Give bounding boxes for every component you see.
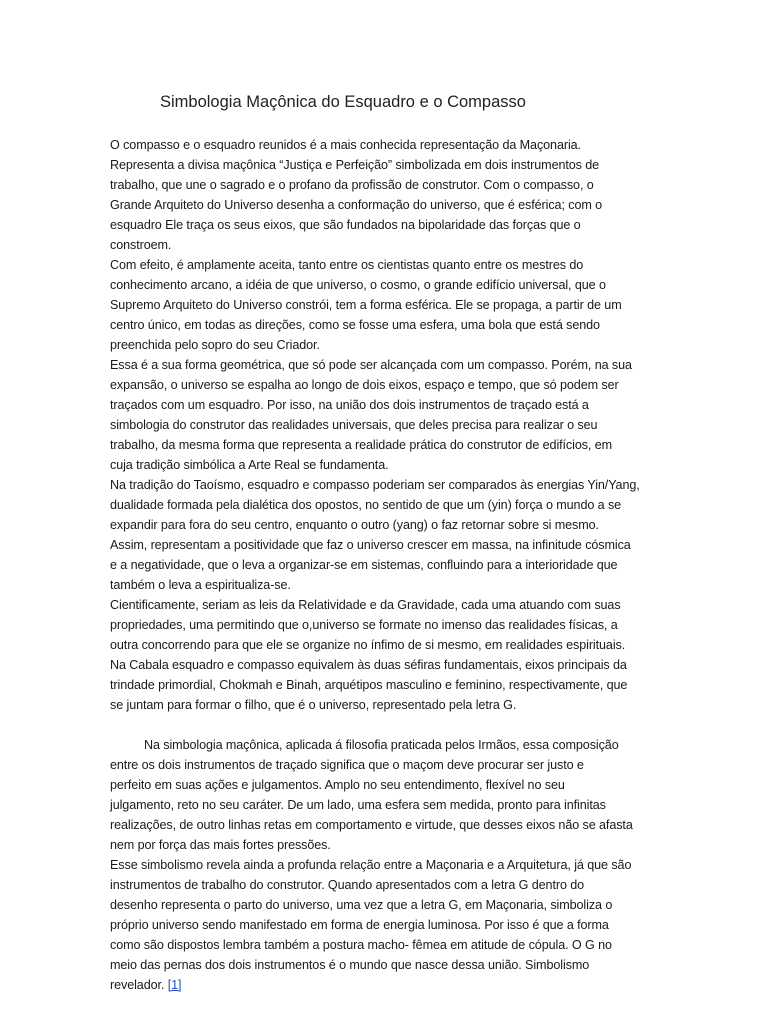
text-line: Com efeito, é amplamente aceita, tanto entre os cientistas quanto entre os mestres do (110, 258, 584, 272)
text-line: desenho representa o parto do universo, uma vez que a letra G, em Maçonaria, simboliza o (110, 898, 613, 912)
text-line: Supremo Arquiteto do Universo constrói, tem a forma esférica. Ele se propaga, a partir de um (110, 298, 622, 312)
text-line: Na tradição do Taoísmo, esquadro e compasso poderiam ser comparados às energias Yin/Yang, (110, 478, 640, 492)
text-line: perfeito em suas ações e julgamentos. Amplo no seu entendimento, flexível no seu (110, 778, 565, 792)
text-line-last (110, 975, 665, 995)
paragraph-2 (110, 735, 665, 995)
document-title: Simbologia Maçônica do Esquadro e o Compasso (160, 93, 526, 111)
text-line: simbologia do construtor das realidades universais, que deles precisa para realizar o seu (110, 418, 598, 432)
text-line: Cientificamente, seriam as leis da Relatividade e da Gravidade, cada uma atuando com suas (110, 598, 621, 612)
text-line: Esse simbolismo revela ainda a profunda relação entre a Maçonaria e a Arquitetura, já que são (110, 858, 632, 872)
text-line: outra concorrendo para que ele se organize no ínfimo de si mesmo, em realidades espirituais. (110, 638, 626, 652)
text-line: Assim, representam a positividade que faz o universo crescer em massa, na infinitude cósmica (110, 538, 631, 552)
text-line: Essa é a sua forma geométrica, que só pode ser alcançada com um compasso. Porém, na sua (110, 358, 632, 372)
text-line: se juntam para formar o filho, que é o universo, representado pela letra G. (110, 698, 517, 712)
text-line: trabalho, que une o sagrado e o profano da profissão de construtor. Com o compasso, o (110, 178, 594, 192)
paragraph-1 (110, 135, 665, 715)
text-line: traçados com um esquadro. Por isso, na união dos dois instrumentos de traçado está a (110, 398, 589, 412)
last-line-text: revelador. (110, 978, 168, 992)
text-line: como são dispostos lembra também a postura macho- fêmea em atitude de cópula. O G no (110, 938, 612, 952)
text-line: dualidade formada pela dialética dos opostos, no sentido de que um (yin) força o mundo a se (110, 498, 622, 512)
text-line: trindade primordial, Chokmah e Binah, arquétipos masculino e feminino, respectivamente, que (110, 678, 628, 692)
text-line: realizações, de outro linhas retas em comportamento e virtude, que desses eixos não se afasta (110, 818, 633, 832)
text-line: nem por força das mais fortes pressões. (110, 838, 331, 852)
text-line: entre os dois instrumentos de traçado significa que o maçom deve procurar ser justo e (110, 758, 584, 772)
document-body (110, 135, 665, 995)
text-line: também o leva a espiritualiza-se. (110, 578, 291, 592)
paragraph-gap (110, 715, 665, 735)
text-line: Na simbologia maçônica, aplicada á filosofia praticada pelos Irmãos, essa composição (110, 738, 619, 752)
text-line: Representa a divisa maçônica “Justiça e Perfeição” simbolizada em dois instrumentos de (110, 158, 600, 172)
text-line: Grande Arquiteto do Universo desenha a conformação do universo, que é esférica; com o (110, 198, 603, 212)
text-line: preenchida pelo sopro do seu Criador. (110, 338, 320, 352)
text-line: e a negatividade, que o leva a organizar-se em sistemas, confluindo para a interioridade que (110, 558, 618, 572)
text-line: O compasso e o esquadro reunidos é a mais conhecida representação da Maçonaria. (110, 138, 581, 152)
text-line: instrumentos de trabalho do construtor. Quando apresentados com a letra G dentro do (110, 878, 585, 892)
text-line: julgamento, reto no seu caráter. De um lado, uma esfera sem medida, pronto para infinitas (110, 798, 606, 812)
text-line: trabalho, da mesma forma que representa a realidade prática do construtor de edifícios, em (110, 438, 613, 452)
text-line: expandir para fora do seu centro, enquanto o outro (yang) o faz retornar sobre si mesmo. (110, 518, 599, 532)
text-line: cuja tradição simbólica a Arte Real se fundamenta. (110, 458, 389, 472)
text-line: conhecimento arcano, a idéia de que universo, o cosmo, o grande edifício universal, que o (110, 278, 606, 292)
text-line: meio das pernas dos dois instrumentos é o mundo que nasce dessa união. Simbolismo (110, 958, 590, 972)
text-line: expansão, o universo se espalha ao longo de dois eixos, espaço e tempo, que só podem ser (110, 378, 619, 392)
text-line: esquadro Ele traça os seus eixos, que são fundados na bipolaridade das forças que o (110, 218, 581, 232)
text-line: Na Cabala esquadro e compasso equivalem às duas séfiras fundamentais, eixos principais da (110, 658, 627, 672)
footnote-link[interactable]: [1] (167, 978, 182, 992)
text-line: próprio universo sendo manifestado em forma de energia luminosa. Por isso é que a forma (110, 918, 609, 932)
text-line: centro único, em todas as direções, como se fosse uma esfera, uma bola que está sendo (110, 318, 600, 332)
text-line: propriedades, uma permitindo que o,universo se formate no imenso das realidades físicas, a (110, 618, 618, 632)
text-line: constroem. (110, 238, 172, 252)
